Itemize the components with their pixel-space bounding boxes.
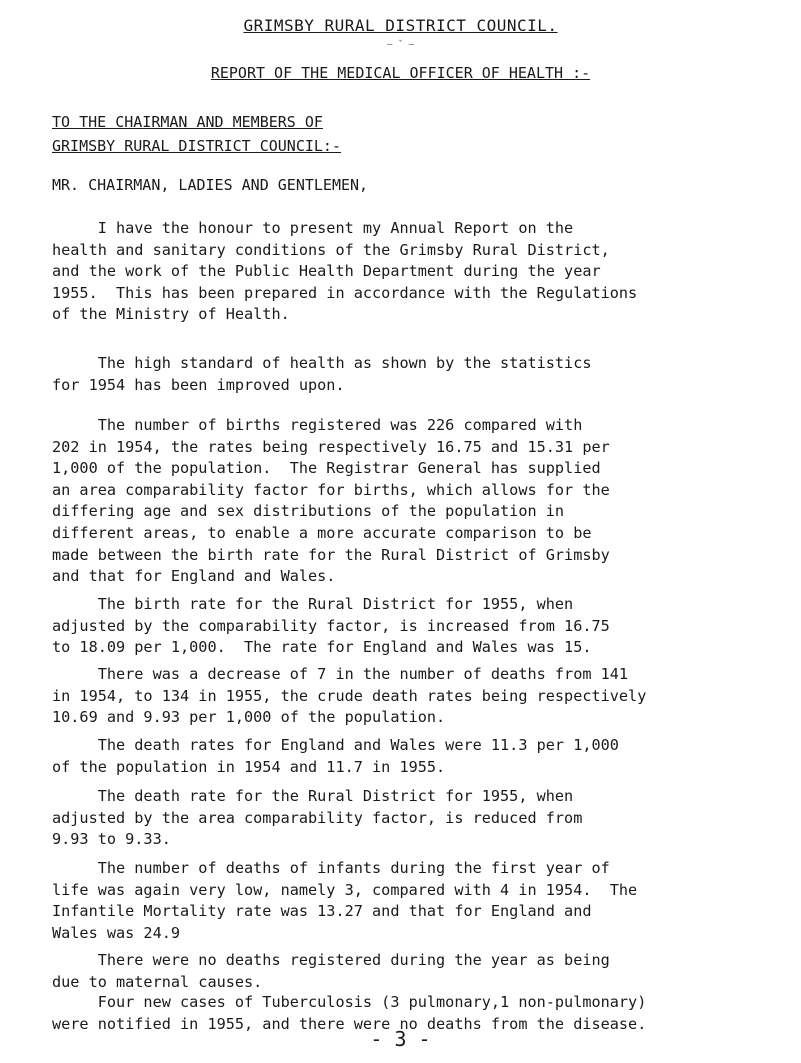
address-line-2: GRIMSBY RURAL DISTRICT COUNCIL:- (52, 137, 341, 155)
paragraph-standard: The high standard of health as shown by the statistics for 1954 has been improved upon. (52, 354, 592, 394)
paragraph-adjusted-death-rate: The death rate for the Rural District for 1955, when adjusted by the area comparability factor, is reduced from 9.93 to 9.33. (52, 787, 583, 849)
salutation: MR. CHAIRMAN, LADIES AND GENTLEMEN, (52, 176, 369, 194)
paragraph-intro: I have the honour to present my Annual Report on the health and sanitary conditions of the Grimsby Rural District, and the work of the Public Health Department during the year 1955. This has been prepared in accordance with the Regulations of the Ministry of Health. (52, 219, 638, 324)
address-line-1: TO THE CHAIRMAN AND MEMBERS OF (52, 113, 323, 131)
paragraph-maternal: There were no deaths registered during the year as being due to maternal causes. (52, 951, 610, 991)
paragraph-tuberculosis: Four new cases of Tuberculosis (3 pulmonary,1 non-pulmonary) were notified in 1955, and there were no deaths from the disease. (52, 993, 647, 1033)
paragraph-infant-deaths: The number of deaths of infants during the first year of life was again very low, namely 3, compared with 4 in 1954. The Infantile Mortality rate was 13.27 and that for England and Wales was 24.9 (52, 859, 638, 942)
report-subtitle: REPORT OF THE MEDICAL OFFICER OF HEALTH :- (210, 64, 591, 82)
address-block (52, 110, 341, 158)
council-title: GRIMSBY RURAL DISTRICT COUNCIL. (243, 16, 558, 35)
paragraph-birth-rate: The birth rate for the Rural District for 1955, when adjusted by the comparability factor, is increased from 16.75 to 18.09 per 1,000. The rate for England and Wales was 15. (52, 595, 610, 657)
page-number: - 3 - (370, 1027, 431, 1051)
paragraph-deaths: There was a decrease of 7 in the number of deaths from 141 in 1954, to 134 in 1955, the crude death rates being respectively 10.69 and 9.93 per 1,000 of the population. (52, 665, 647, 727)
paragraph-national-death-rates: The death rates for England and Wales were 11.3 per 1,000 of the population in 1954 and 11.7 in 1955. (52, 736, 619, 776)
title-ornament: — ˇ — (386, 40, 415, 50)
paragraph-births: The number of births registered was 226 compared with 202 in 1954, the rates being respectively 16.75 and 15.31 per 1,000 of the population. The Registrar General has supplied an area comparability factor for births, which allows for the differing age and sex distributions of the population in different areas, to enable a more accurate comparison to be made between the birth rate for the Rural District of Grimsby and that for England and Wales. (52, 416, 610, 586)
